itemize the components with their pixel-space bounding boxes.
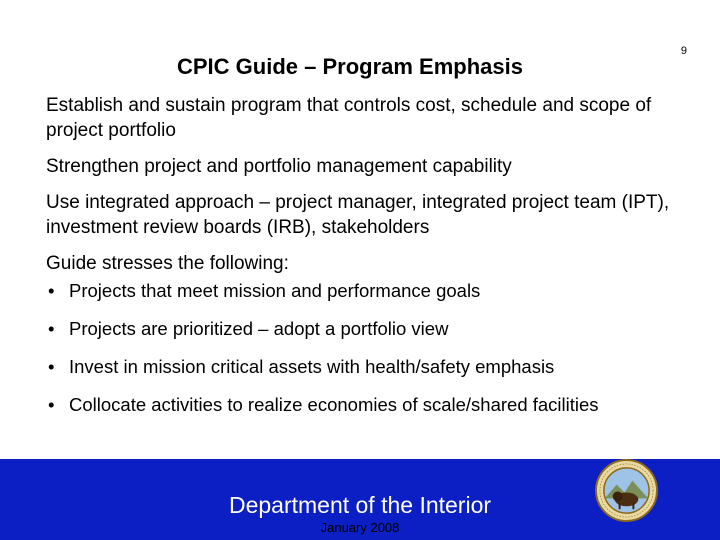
paragraph-cost-schedule: Establish and sustain program that controls cost, schedule and scope of project portfolio xyxy=(46,95,652,141)
list-item xyxy=(48,393,686,417)
footer-bar xyxy=(0,459,720,540)
paragraph-integrated-approach: Use integrated approach – project manager, integrated project team (IPT), investment review boards (IRB), stakeholders xyxy=(46,192,670,238)
bullet-text: Collocate activities to realize economies of scale/shared facilities xyxy=(69,394,599,415)
bullet-marker: • xyxy=(48,280,55,301)
paragraph-capability: Strengthen project and portfolio management capability xyxy=(46,156,512,177)
bullet-text: Projects that meet mission and performance goals xyxy=(69,280,481,301)
paragraph-guide-stresses: Guide stresses the following: xyxy=(46,253,289,274)
list-item xyxy=(48,317,686,341)
slide-title: CPIC Guide – Program Emphasis xyxy=(177,54,523,79)
bullet-marker: • xyxy=(48,356,55,377)
bullet-text: Invest in mission critical assets with health/safety emphasis xyxy=(69,356,555,377)
slide-content xyxy=(46,93,686,431)
bullet-marker: • xyxy=(48,394,55,415)
bullet-text: Projects are prioritized – adopt a portfolio view xyxy=(69,318,449,339)
department-of-interior-seal-icon xyxy=(595,459,658,522)
bullet-marker: • xyxy=(48,318,55,339)
footer-title: Department of the Interior xyxy=(228,492,492,518)
list-item xyxy=(48,355,686,379)
footer-date: January 2008 xyxy=(320,520,400,535)
bullet-list xyxy=(46,279,686,417)
list-item xyxy=(48,279,686,303)
page-number: 9 xyxy=(680,45,687,57)
